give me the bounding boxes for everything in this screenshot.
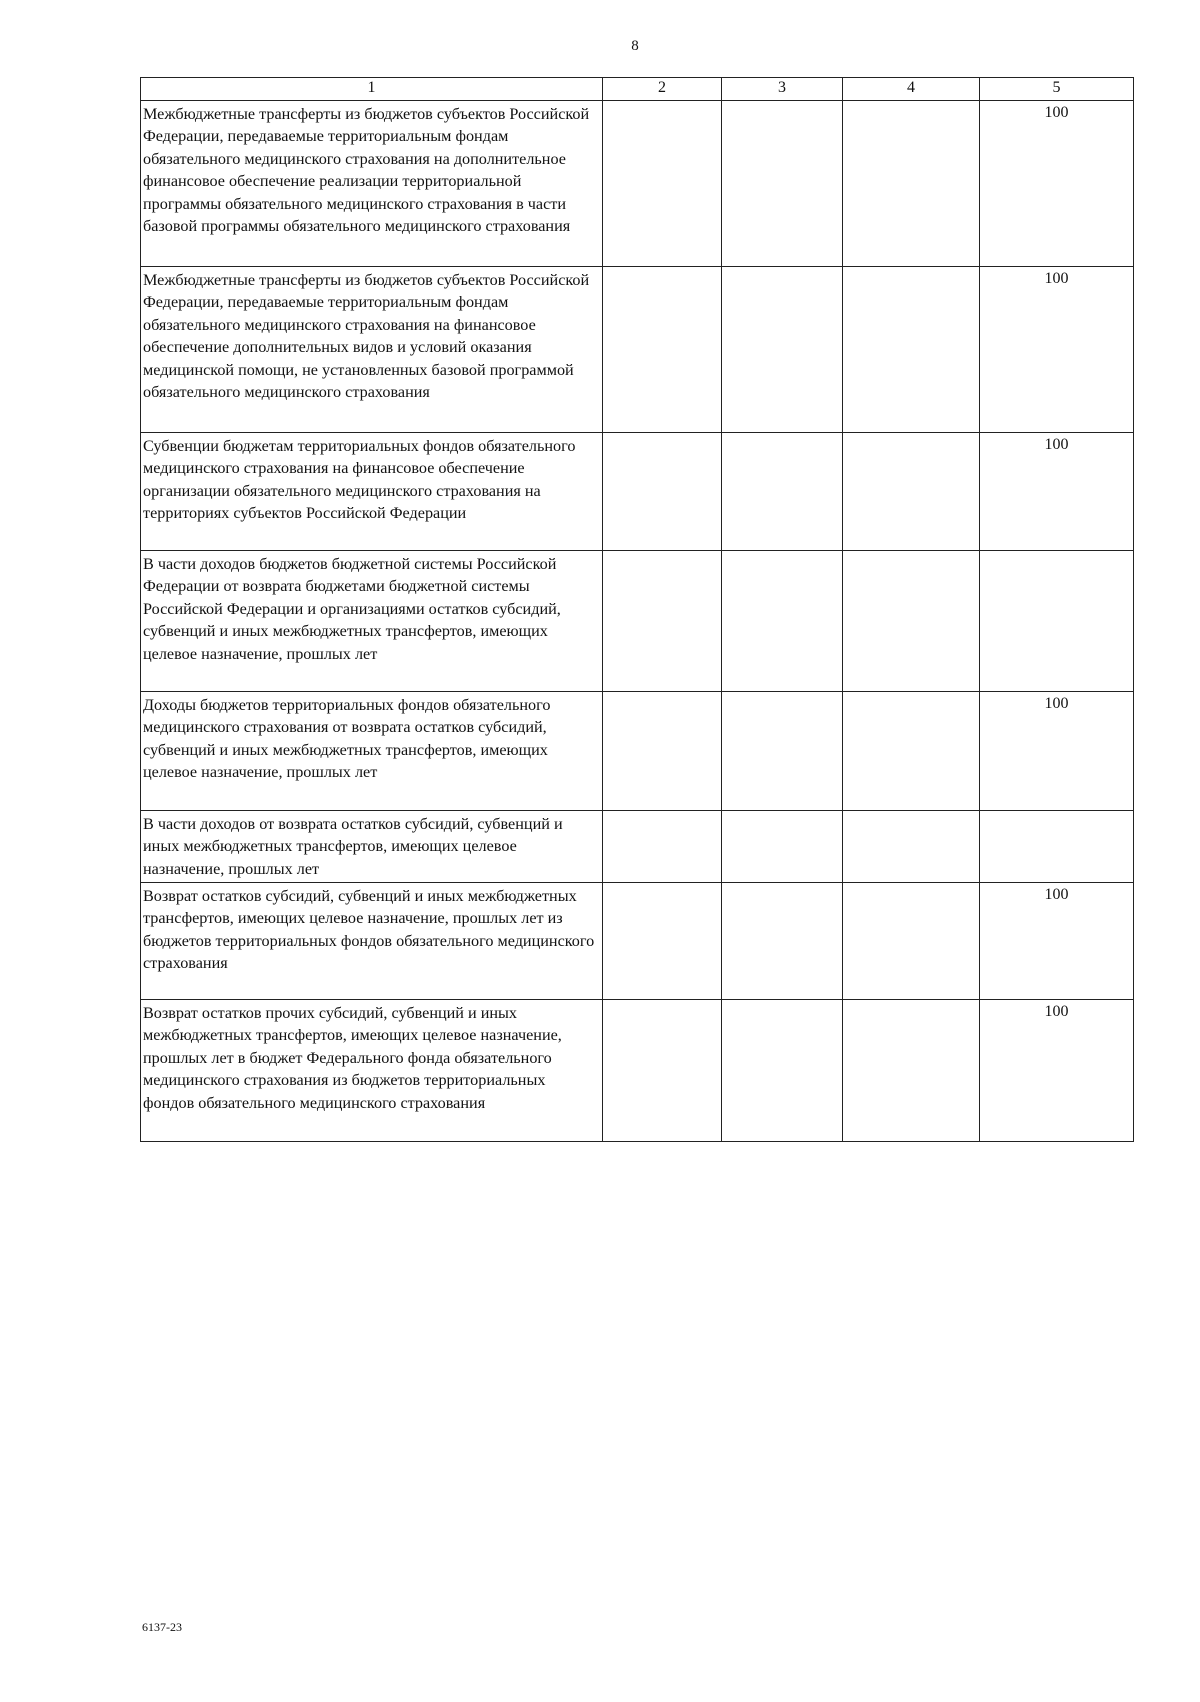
cell-col3 [722, 811, 843, 883]
cell-col4 [843, 101, 980, 267]
cell-col4 [843, 883, 980, 1000]
column-header-1: 1 [141, 78, 603, 101]
cell-col5: 100 [980, 692, 1134, 811]
cell-col4 [843, 1000, 980, 1142]
cell-col4 [843, 692, 980, 811]
column-header-4: 4 [843, 78, 980, 101]
column-header-2: 2 [603, 78, 722, 101]
cell-col5 [980, 811, 1134, 883]
page-number: 8 [631, 38, 639, 54]
row-description: Межбюджетные трансферты из бюджетов субъектов Российской Федерации, передаваемые территориальным фондам обязательного медицинского страхования на финансовое обеспечение дополнительных видов и условий оказания медицинской помощи, не установленных базовой программой обязательного медицинского страхования [141, 267, 603, 433]
cell-col2 [603, 551, 722, 692]
cell-col2 [603, 692, 722, 811]
row-description: Доходы бюджетов территориальных фондов обязательного медицинского страхования от возврата остатков субсидий, субвенций и иных межбюджетных трансфертов, имеющих целевое назначение, прошлых лет [141, 692, 603, 811]
cell-col3 [722, 433, 843, 551]
cell-col4 [843, 551, 980, 692]
cell-col2 [603, 433, 722, 551]
cell-col3 [722, 1000, 843, 1142]
cell-col3 [722, 101, 843, 267]
cell-col4 [843, 811, 980, 883]
cell-col3 [722, 883, 843, 1000]
row-description: Субвенции бюджетам территориальных фондов обязательного медицинского страхования на финансовое обеспечение организации обязательного медицинского страхования на территориях субъектов Российской Федерации [141, 433, 603, 551]
column-header-5: 5 [980, 78, 1134, 101]
cell-col3 [722, 267, 843, 433]
table-row [141, 433, 1134, 551]
document-code: 6137-23 [142, 1620, 182, 1634]
cell-col5: 100 [980, 883, 1134, 1000]
cell-col5: 100 [980, 101, 1134, 267]
budget-table [140, 77, 1134, 1142]
table-row [141, 101, 1134, 267]
cell-col3 [722, 692, 843, 811]
cell-col2 [603, 101, 722, 267]
table-row [141, 551, 1134, 692]
table-row [141, 267, 1134, 433]
column-header-3: 3 [722, 78, 843, 101]
cell-col3 [722, 551, 843, 692]
table-row [141, 1000, 1134, 1142]
cell-col2 [603, 883, 722, 1000]
cell-col5: 100 [980, 433, 1134, 551]
row-description: Межбюджетные трансферты из бюджетов субъектов Российской Федерации, передаваемые территориальным фондам обязательного медицинского страхования на дополнительное финансовое обеспечение реализации территориальной программы обязательного медицинского страхования в части базовой программы обязательного медицинского страхования [141, 101, 603, 267]
table-row [141, 692, 1134, 811]
cell-col4 [843, 267, 980, 433]
table-row [141, 811, 1134, 883]
cell-col5: 100 [980, 1000, 1134, 1142]
table-header-row [141, 78, 1134, 101]
cell-col4 [843, 433, 980, 551]
cell-col5 [980, 551, 1134, 692]
row-description: Возврат остатков субсидий, субвенций и иных межбюджетных трансфертов, имеющих целевое назначение, прошлых лет из бюджетов территориальных фондов обязательного медицинского страхования [141, 883, 603, 1000]
table-row [141, 883, 1134, 1000]
row-description: Возврат остатков прочих субсидий, субвенций и иных межбюджетных трансфертов, имеющих целевое назначение, прошлых лет в бюджет Федерального фонда обязательного медицинского страхования из бюджетов территориальных фондов обязательного медицинского страхования [141, 1000, 603, 1142]
cell-col5: 100 [980, 267, 1134, 433]
cell-col2 [603, 811, 722, 883]
cell-col2 [603, 267, 722, 433]
cell-col2 [603, 1000, 722, 1142]
row-description: В части доходов бюджетов бюджетной системы Российской Федерации от возврата бюджетами бюджетной системы Российской Федерации и организациями остатков субсидий, субвенций и иных межбюджетных трансфертов, имеющих целевое назначение, прошлых лет [141, 551, 603, 692]
row-description: В части доходов от возврата остатков субсидий, субвенций и иных межбюджетных трансфертов, имеющих целевое назначение, прошлых лет [141, 811, 603, 883]
